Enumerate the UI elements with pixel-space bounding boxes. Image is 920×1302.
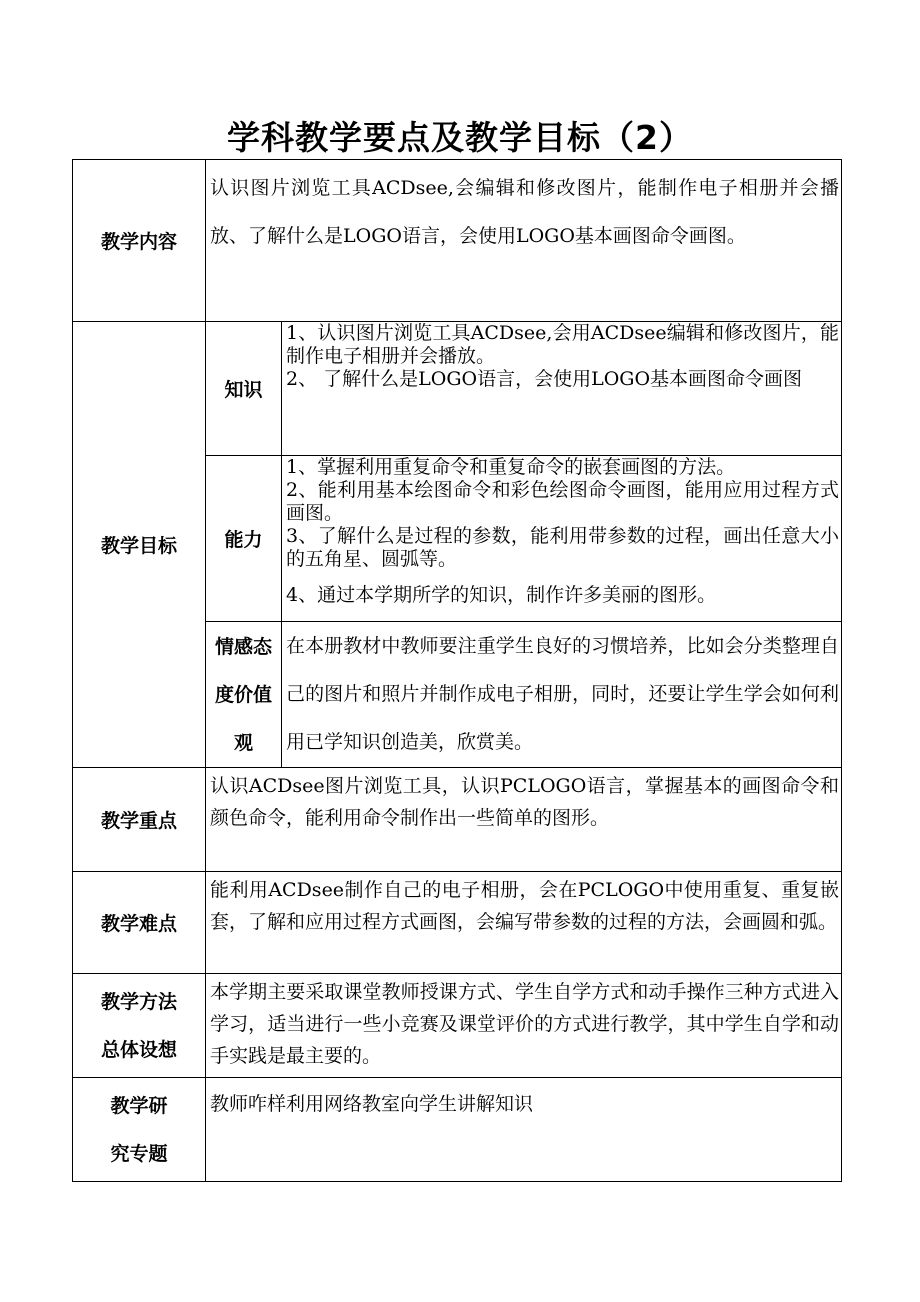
label-methods: 教学方法 总体设想 (73, 974, 206, 1078)
label-content: 教学内容 (73, 160, 206, 322)
ability-cell (282, 456, 842, 622)
knowledge-item: 2、 了解什么是LOGO语言，会使用LOGO基本画图命令画图 (286, 368, 803, 390)
ability-item: 4、通过本学期所学的知识，制作许多美丽的图形。 (286, 584, 717, 606)
key-points-text: 认识ACDsee图片浏览工具，认识PCLOGO语言，掌握基本的画图命令和颜色命令，能利用命令制作出一些简单的图形。 (206, 768, 842, 872)
label-goals: 教学目标 (73, 322, 206, 768)
page-title: 学科教学要点及教学目标（2） (227, 118, 693, 157)
content-text: 认识图片浏览工具ACDsee,会编辑和修改图片，能制作电子相册并会播放、了解什么是LOGO语言，会使用LOGO基本画图命令画图。 (206, 160, 842, 322)
row-difficulties (73, 872, 842, 974)
row-key-points (73, 768, 842, 872)
label-key-points: 教学重点 (73, 768, 206, 872)
difficulties-text: 能利用ACDsee制作自己的电子相册，会在PCLOGO中使用重复、重复嵌套，了解和应用过程方式画图，会编写带参数的过程的方法，会画圆和弧。 (206, 872, 842, 974)
row-research (73, 1078, 842, 1182)
knowledge-item: 1、认识图片浏览工具ACDsee,会用ACDsee编辑和修改图片，能制作电子相册并会播放。 (286, 322, 840, 367)
ability-item: 1、掌握利用重复命令和重复命令的嵌套画图的方法。 (286, 456, 736, 478)
methods-text: 本学期主要采取课堂教师授课方式、学生自学方式和动手操作三种方式进入学习，适当进行一些小竞赛及课堂评价的方式进行教学，其中学生自学和动手实践是最主要的。 (206, 974, 842, 1078)
label-research: 教学研 究专题 (73, 1078, 206, 1182)
emotion-text: 在本册教材中教师要注重学生良好的习惯培养，比如会分类整理自己的图片和照片并制作成电子相册，同时，还要让学生学会如何利用已学知识创造美，欣赏美。 (282, 622, 842, 768)
row-methods (73, 974, 842, 1078)
ability-item: 3、了解什么是过程的参数，能利用带参数的过程，画出任意大小的五角星、圆弧等。 (286, 525, 840, 570)
ability-item: 2、能利用基本绘图命令和彩色绘图命令画图，能用应用过程方式画图。 (286, 479, 840, 524)
row-goals-knowledge (73, 322, 842, 456)
label-emotion: 情感态 度价值 观 (206, 622, 282, 768)
label-ability: 能力 (206, 456, 282, 622)
research-text: 教师咋样利用网络教室向学生讲解知识 (206, 1078, 842, 1182)
label-knowledge: 知识 (206, 322, 282, 456)
knowledge-cell (282, 322, 842, 456)
teaching-plan-table (72, 159, 842, 1182)
label-difficulties: 教学难点 (73, 872, 206, 974)
row-content (73, 160, 842, 322)
